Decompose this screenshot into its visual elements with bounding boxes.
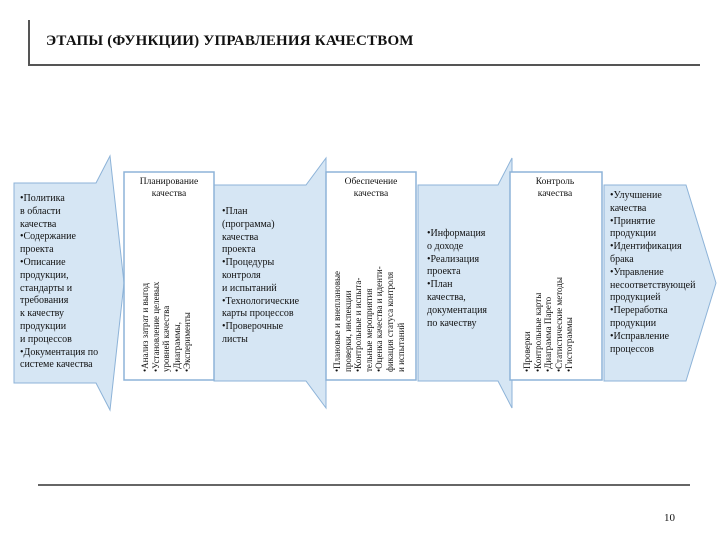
text-line: Контроль <box>535 177 575 187</box>
text-line: качества <box>222 231 259 243</box>
text-line: контроля <box>222 269 261 281</box>
text-line: проекта <box>20 244 54 256</box>
text-line: •Улучшение <box>610 190 662 201</box>
text-line: листы <box>222 333 248 345</box>
text-line: системе качества <box>20 359 93 371</box>
text-line: •Исправление <box>610 330 670 342</box>
text-line: •Технологические <box>222 295 300 307</box>
slide-title: ЭТАПЫ (ФУНКЦИИ) УПРАВЛЕНИЯ КАЧЕСТВОМ <box>46 33 414 49</box>
text-line: •Проверки <box>522 331 532 372</box>
text-line: •Гистограммы <box>564 317 575 372</box>
text-line: •Контрольные карты <box>532 292 543 372</box>
text-line: брака <box>610 253 634 265</box>
text-line: •Принятие <box>610 215 656 227</box>
planning-methods <box>138 206 218 376</box>
text-line: •Установление целевых <box>150 281 161 372</box>
footer-rule <box>38 484 690 486</box>
text-line: •Проверочные <box>222 321 284 333</box>
text-line: продукции, <box>20 269 69 281</box>
text-line: •Диаграмма Парето <box>543 296 554 372</box>
text-line: •Информация <box>427 228 486 239</box>
planning-header <box>124 176 214 200</box>
text-line: требования <box>20 295 69 307</box>
text-line: процессов <box>610 343 654 355</box>
text-line: (программа) <box>222 218 275 230</box>
text-line: •Контрольные и испыта- <box>353 277 364 372</box>
text-line: карты процессов <box>222 308 294 320</box>
planning-outputs <box>222 206 299 347</box>
text-line: •Оценка качества и иденти- <box>374 266 385 372</box>
text-line: •Идентификация <box>610 241 682 253</box>
text-line: несоответствующей <box>610 279 696 291</box>
text-line: •Статистические методы <box>553 277 564 372</box>
control-methods <box>520 206 600 376</box>
text-line: качества <box>610 202 647 214</box>
text-line: по качеству <box>427 317 477 329</box>
text-line: документация <box>427 304 488 316</box>
text-line: качества <box>537 189 573 199</box>
text-line: о доходе <box>427 240 464 252</box>
text-line: качества <box>20 218 57 230</box>
text-line: •Анализ затрат и выгод <box>140 282 150 372</box>
text-line: качества <box>151 189 187 199</box>
text-line: •План <box>427 279 453 291</box>
policy-list <box>20 193 98 372</box>
text-line: тельные мероприятия <box>363 288 374 372</box>
text-line: •Описание <box>20 256 66 268</box>
text-line: •Плановые и внеплановые <box>332 270 342 372</box>
text-line: •Процедуры <box>222 257 275 269</box>
text-line: •Реализация <box>427 253 480 265</box>
assurance-outputs <box>427 228 487 330</box>
assurance-methods <box>330 206 410 376</box>
text-line: •План <box>222 206 248 217</box>
text-line: •Политика <box>20 193 65 204</box>
text-line: фикация статуса контроля <box>384 271 395 372</box>
text-line: проекта <box>222 244 256 256</box>
text-line: к качеству <box>20 308 65 320</box>
text-line: в области <box>20 205 61 217</box>
text-line: •Переработка <box>610 305 668 317</box>
text-line: и испытаний <box>395 322 406 372</box>
text-line: проекта <box>427 266 461 278</box>
text-line: и испытаний <box>222 282 277 294</box>
assurance-header <box>326 176 416 200</box>
text-line: уровней качества <box>161 305 172 372</box>
text-line: продукцией <box>610 292 661 304</box>
text-line: •Содержание <box>20 231 76 243</box>
text-line: качества, <box>427 291 466 303</box>
text-line: •Эксперименты <box>182 312 193 372</box>
page-number: 10 <box>664 512 675 524</box>
text-line: продукции <box>20 320 67 332</box>
text-line: •Диаграммы, <box>171 322 182 372</box>
text-line: продукции <box>610 317 657 329</box>
text-line: продукции <box>610 228 657 240</box>
planning-methods-text <box>138 206 218 376</box>
control-methods-text <box>520 206 600 376</box>
text-line: •Управление <box>610 266 664 278</box>
control-header <box>510 176 600 200</box>
text-line: стандарты и <box>20 282 73 294</box>
assurance-methods-text <box>330 206 410 376</box>
text-line: Обеспечение <box>344 177 398 187</box>
control-outputs <box>610 190 695 356</box>
text-line: •Документация по <box>20 346 99 358</box>
text-line: Планирование <box>139 177 199 187</box>
text-line: проверки, инспекции <box>342 290 353 372</box>
text-line: и процессов <box>20 333 72 345</box>
text-line: качества <box>353 189 389 199</box>
